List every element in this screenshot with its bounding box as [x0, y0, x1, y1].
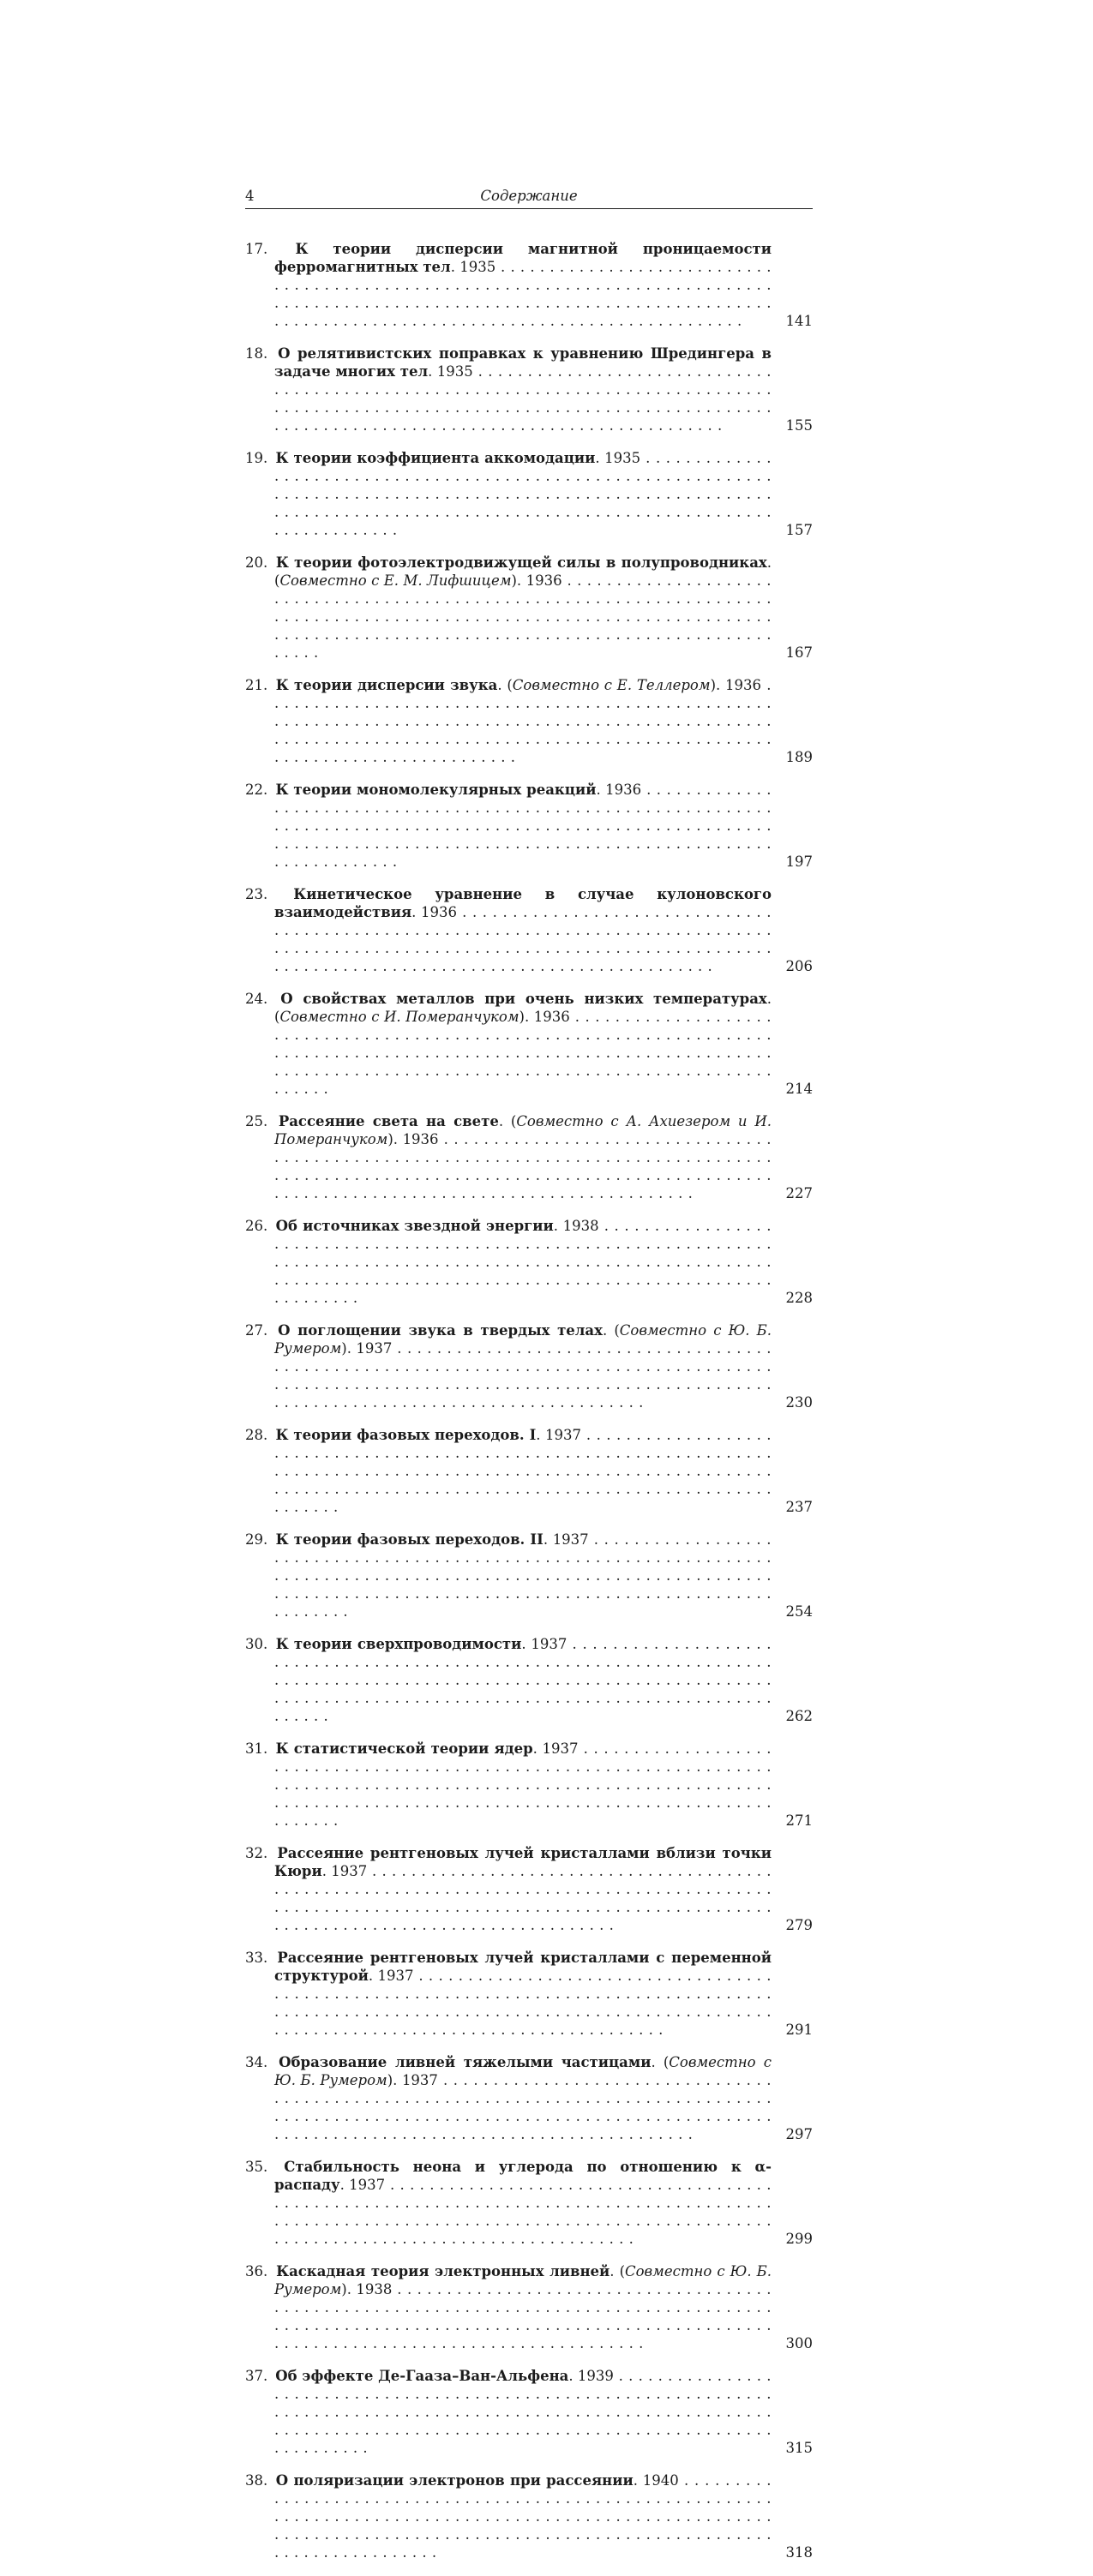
page-header — [245, 186, 813, 209]
toc-entry[interactable] — [245, 240, 813, 330]
toc-entry-text: 26. Об источниках звездной энергии. 1938 . . . — [245, 1217, 772, 1307]
toc-entry[interactable] — [245, 676, 813, 766]
entry-coauthors: Совместно с Ю. Б. Румером — [274, 2263, 772, 2297]
entry-coauthors: Совместно с А. Ахиезером и И. Померанчуком — [274, 1113, 772, 1147]
entry-number: 20. — [245, 554, 268, 571]
entry-number: 25. — [245, 1113, 268, 1129]
entry-title: О свойствах металлов при очень низких температурах — [280, 991, 767, 1007]
entry-year: 1936 — [605, 782, 642, 798]
toc-entry[interactable] — [245, 1112, 813, 1202]
entry-year: 1940 — [642, 2472, 679, 2489]
running-title: Содержание — [480, 188, 578, 204]
entry-year: 1936 — [725, 677, 761, 693]
entry-coauthors: Совместно с Е. Теллером — [512, 677, 711, 693]
toc-entry[interactable] — [245, 449, 813, 539]
entry-coauthors: Совместно с Ю. Б. Румером — [274, 1322, 772, 1357]
entry-title: О поляризации электронов при рассеянии — [275, 2472, 634, 2489]
toc-entry-text: 22. К теории мономолекулярных реакций. 1936 . . . — [245, 781, 772, 871]
entry-number: 38. — [245, 2472, 268, 2489]
entry-coauthors: Совместно с И. Померанчуком — [279, 1009, 519, 1025]
entry-title: О релятивистских поправках к уравнению Шредингера в задаче многих тел — [274, 345, 772, 380]
toc-entry[interactable] — [245, 781, 813, 871]
entry-number: 32. — [245, 1845, 268, 1861]
entry-page-number: 300 — [785, 2335, 813, 2351]
toc-entry-text: 27. О поглощении звука в твердых телах. (Совместно с Ю. Б. Румером). 1937 . . . — [245, 1321, 772, 1411]
entry-year: 1938 — [356, 2281, 393, 2297]
toc-entry[interactable] — [245, 1635, 813, 1725]
entry-page-number: 155 — [785, 417, 813, 434]
entry-number: 18. — [245, 345, 268, 362]
toc-entry-text: 17. К теории дисперсии магнитной проницаемости ферромагнитных тел. 1935 . . . — [245, 240, 772, 330]
toc-entry[interactable] — [245, 2367, 813, 2457]
entry-title: Об эффекте Де-Гааза–Ван-Альфена — [275, 2368, 569, 2384]
entry-page-number: 315 — [785, 2440, 813, 2456]
toc-entry[interactable] — [245, 1949, 813, 2039]
entry-number: 29. — [245, 1531, 268, 1548]
entry-year: 1937 — [349, 2177, 386, 2193]
entry-page-number: 141 — [785, 313, 813, 329]
entry-year: 1935 — [459, 259, 496, 275]
toc-entry-text: 38. О поляризации электронов при рассеянии. 1940 . . . — [245, 2471, 772, 2561]
toc-entry-text: 25. Рассеяние света на свете. (Совместно с А. Ахиезером и И. Померанчуком). 1936 . . . — [245, 1112, 772, 1202]
page-number: 4 — [245, 188, 255, 204]
toc-entry-text: 28. К теории фазовых переходов. I. 1937 . . . — [245, 1426, 772, 1516]
toc-entry[interactable] — [245, 1844, 813, 1934]
entry-number: 17. — [245, 241, 268, 257]
toc-entry-text: 32. Рассеяние рентгеновых лучей кристаллами вблизи точки Кюри. 1937 . . . — [245, 1844, 772, 1934]
entry-title: Стабильность неона и углерода по отношению к α-распаду — [274, 2159, 772, 2193]
entry-page-number: 318 — [785, 2544, 813, 2561]
entry-page-number: 228 — [785, 1290, 813, 1306]
entry-title: К статистической теории ядер — [275, 1740, 533, 1757]
entry-number: 33. — [245, 1950, 268, 1966]
toc-entry-text: 31. К статистической теории ядер. 1937 . . . — [245, 1740, 772, 1830]
entry-page-number: 227 — [785, 1185, 813, 1201]
entry-page-number: 197 — [785, 854, 813, 870]
entry-page-number: 230 — [785, 1394, 813, 1411]
table-of-contents — [245, 240, 813, 2576]
entry-title: О поглощении звука в твердых телах — [278, 1322, 603, 1339]
entry-title: К теории коэффициента аккомодации — [275, 450, 596, 466]
entry-year: 1935 — [436, 363, 473, 380]
entry-page-number: 262 — [785, 1708, 813, 1724]
entry-page-number: 206 — [785, 958, 813, 974]
toc-entry-text: 20. К теории фотоэлектродвижущей силы в полупроводниках. (Совместно с Е. М. Лифшицем). 1936 . . . — [245, 554, 772, 662]
entry-year: 1937 — [542, 1740, 579, 1757]
entry-year: 1936 — [421, 904, 458, 920]
entry-number: 36. — [245, 2263, 268, 2279]
entry-title: Рассеяние рентгеновых лучей кристаллами вблизи точки Кюри — [274, 1845, 772, 1879]
toc-entry[interactable] — [245, 554, 813, 662]
entry-title: К теории сверхпроводимости — [275, 1636, 522, 1652]
entry-title: Об источниках звездной энергии — [275, 1218, 554, 1234]
entry-number: 26. — [245, 1218, 268, 1234]
entry-title: Рассеяние света на свете — [278, 1113, 499, 1129]
entry-year: 1937 — [544, 1427, 581, 1443]
toc-entry-text: 30. К теории сверхпроводимости. 1937 . . . — [245, 1635, 772, 1725]
toc-entry[interactable] — [245, 2053, 813, 2143]
entry-number: 35. — [245, 2159, 268, 2175]
toc-entry[interactable] — [245, 1531, 813, 1620]
entry-title: Каскадная теория электронных ливней — [276, 2263, 610, 2279]
entry-number: 27. — [245, 1322, 268, 1339]
toc-entry[interactable] — [245, 1321, 813, 1411]
entry-page-number: 254 — [785, 1603, 813, 1620]
entry-year: 1939 — [577, 2368, 614, 2384]
entry-year: 1936 — [402, 1131, 439, 1147]
entry-year: 1936 — [533, 1009, 570, 1025]
entry-page-number: 299 — [785, 2231, 813, 2247]
entry-year: 1935 — [604, 450, 641, 466]
toc-entry[interactable] — [245, 1217, 813, 1307]
entry-number: 22. — [245, 782, 268, 798]
entry-number: 37. — [245, 2368, 268, 2384]
entry-number: 24. — [245, 991, 268, 1007]
entry-title: Рассеяние рентгеновых лучей кристаллами с переменной структурой — [274, 1950, 772, 1984]
entry-page-number: 271 — [785, 1812, 813, 1829]
entry-number: 19. — [245, 450, 268, 466]
entry-page-number: 297 — [785, 2126, 813, 2142]
toc-entry-text: 35. Стабильность неона и углерода по отношению к α-распаду. 1937 . . . — [245, 2158, 772, 2248]
entry-title: К теории фазовых переходов. I — [275, 1427, 537, 1443]
toc-entry-text: 19. К теории коэффициента аккомодации. 1935 . . . — [245, 449, 772, 539]
toc-entry[interactable] — [245, 2158, 813, 2248]
entry-number: 31. — [245, 1740, 268, 1757]
entry-year: 1936 — [525, 572, 562, 589]
entry-year: 1937 — [356, 1340, 393, 1357]
entry-number: 34. — [245, 2054, 268, 2070]
entry-coauthors: Совместно с Е. М. Лифшицем — [279, 572, 512, 589]
entry-number: 21. — [245, 677, 268, 693]
entry-number: 23. — [245, 886, 268, 902]
entry-page-number: 157 — [785, 522, 813, 538]
entry-coauthors: Совместно с Ю. Б. Румером — [274, 2054, 772, 2088]
entry-title: К теории мономолекулярных реакций — [275, 782, 597, 798]
toc-entry-text: 29. К теории фазовых переходов. II. 1937 . . . — [245, 1531, 772, 1620]
entry-year: 1937 — [377, 1968, 414, 1984]
toc-entry[interactable] — [245, 344, 813, 434]
toc-entry-text: 24. О свойствах металлов при очень низких температурах. (Совместно с И. Померанчуком). 1936 . . . — [245, 990, 772, 1098]
entry-title: К теории дисперсии магнитной проницаемости ферромагнитных тел — [274, 241, 772, 275]
toc-entry[interactable] — [245, 990, 813, 1098]
entry-year: 1937 — [531, 1636, 568, 1652]
entry-title: К теории дисперсии звука — [275, 677, 498, 693]
toc-entry-text: 36. Каскадная теория электронных ливней. (Совместно с Ю. Б. Румером). 1938 . . . — [245, 2262, 772, 2352]
toc-entry[interactable] — [245, 1426, 813, 1516]
entry-title: Кинетическое уравнение в случае кулоновского взаимодействия — [274, 886, 772, 920]
entry-year: 1938 — [562, 1218, 599, 1234]
entry-year: 1937 — [552, 1531, 589, 1548]
entry-number: 30. — [245, 1636, 268, 1652]
entry-page-number: 291 — [785, 2022, 813, 2038]
toc-entry-text: 37. Об эффекте Де-Гааза–Ван-Альфена. 1939 . . . — [245, 2367, 772, 2457]
entry-number: 28. — [245, 1427, 268, 1443]
toc-entry[interactable] — [245, 2471, 813, 2561]
entry-title: К теории фазовых переходов. II — [275, 1531, 543, 1548]
toc-entry-text: 34. Образование ливней тяжелыми частицами. (Совместно с Ю. Б. Румером). 1937 . . . — [245, 2053, 772, 2143]
toc-entry-text: 33. Рассеяние рентгеновых лучей кристаллами с переменной структурой. 1937 . . . — [245, 1949, 772, 2039]
entry-year: 1937 — [401, 2072, 438, 2088]
entry-page-number: 214 — [785, 1081, 813, 1097]
entry-page-number: 237 — [785, 1499, 813, 1515]
toc-entry-text: 18. О релятивистских поправках к уравнению Шредингера в задаче многих тел. 1935 . . . — [245, 344, 772, 434]
entry-title: К теории фотоэлектродвижущей силы в полупроводниках — [275, 554, 767, 571]
entry-year: 1937 — [331, 1863, 368, 1879]
entry-page-number: 167 — [785, 644, 813, 661]
toc-entry-text: 23. Кинетическое уравнение в случае кулоновского взаимодействия. 1936 . . . — [245, 885, 772, 975]
toc-entry[interactable] — [245, 885, 813, 975]
toc-entry-text: 21. К теории дисперсии звука. (Совместно с Е. Теллером). 1936 . . . — [245, 676, 772, 766]
toc-entry[interactable] — [245, 1740, 813, 1830]
entry-page-number: 279 — [785, 1917, 813, 1933]
entry-title: Образование ливней тяжелыми частицами — [279, 2054, 652, 2070]
toc-entry[interactable] — [245, 2262, 813, 2352]
entry-page-number: 189 — [785, 749, 813, 765]
